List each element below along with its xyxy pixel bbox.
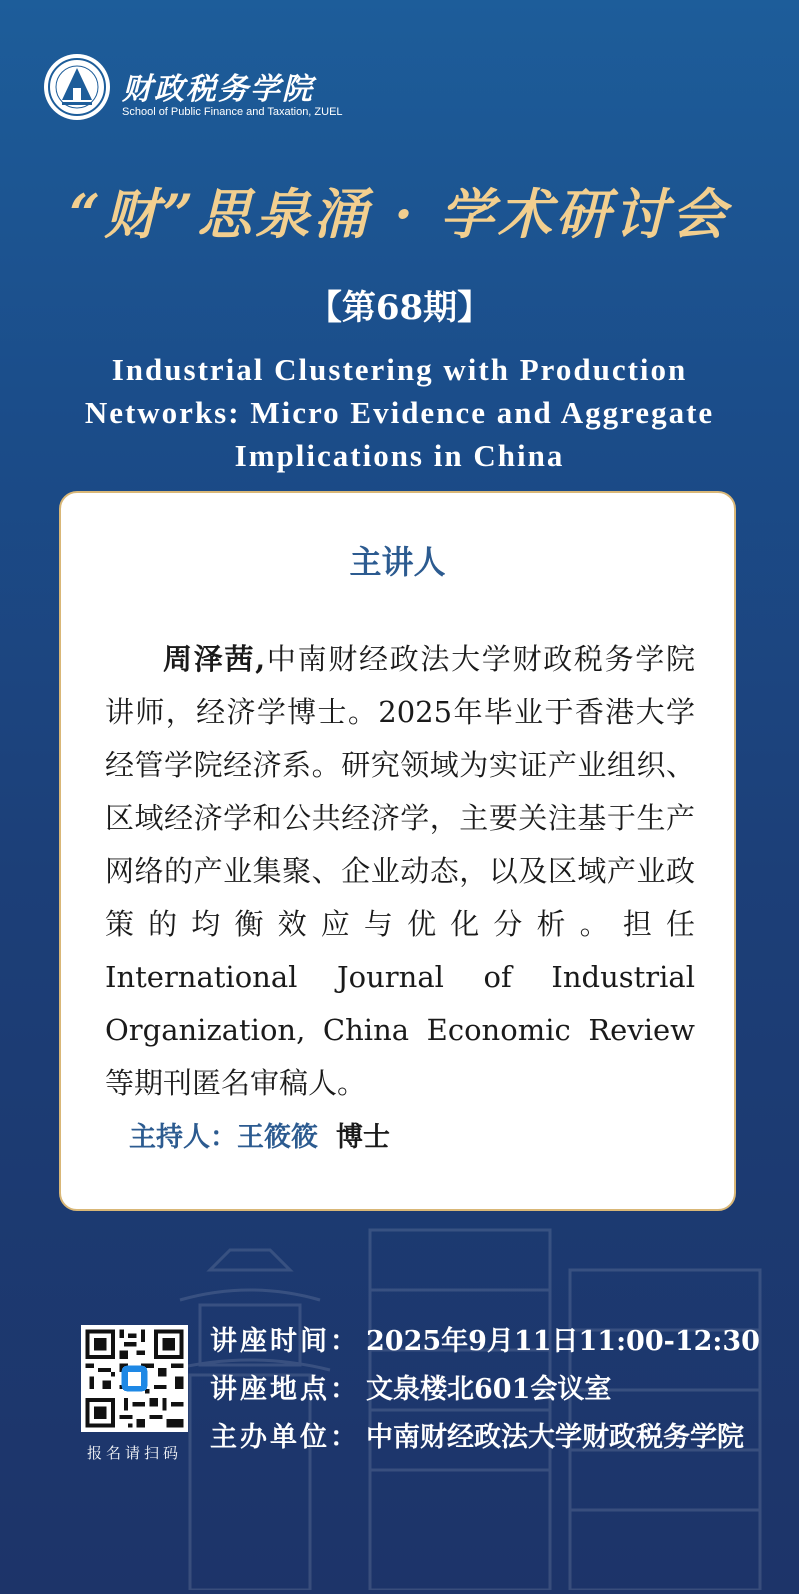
qr-caption: 报名请扫码 — [86, 1444, 182, 1462]
issue-number: 【第68期】 — [307, 288, 492, 328]
lecture-topic: Industrial Clustering with Production Networks: Micro Evidence and Aggregate Implications in China — [84, 352, 715, 473]
lecture-location-label: 讲座地点： — [210, 1374, 360, 1405]
lecture-time-label: 讲座时间： — [210, 1326, 360, 1357]
speaker-heading: 主讲人 — [349, 543, 446, 581]
header — [42, 52, 342, 126]
organizer-label: 主办单位： — [210, 1422, 360, 1453]
host-label: 主持人： — [129, 1122, 237, 1153]
organizer-value: 中南财经政法大学财政税务学院 — [366, 1422, 744, 1453]
speaker-bio-text: 中南财经政法大学财政税务学院讲师，经济学博士。2025年毕业于香港大学经管学院经济系。研究领域为实证产业组织、区域经济学和公共经济学，主要关注基于生产网络的产业集聚、企业动态，以及区域产业政策的均衡效应与优化分析。担任International Journal of Industrial Organization, China Economic Review等期刊匿名审稿人。 — [105, 642, 695, 1100]
lecture-time-value: 2025年9月11日11:00-12:30 — [366, 1326, 760, 1357]
lecture-time-row — [210, 1318, 770, 1366]
host-name: 王筱筱 — [237, 1122, 318, 1153]
qr-code-icon[interactable] — [81, 1325, 188, 1432]
event-details — [210, 1318, 770, 1462]
school-seal-icon — [42, 52, 112, 122]
host-line — [129, 1115, 390, 1154]
speaker-name: 周泽茜, — [163, 642, 266, 676]
speaker-card — [59, 491, 736, 1211]
series-title: “财”思泉涌 · 学术研讨会 — [69, 182, 730, 246]
school-subtitle: School of Public Finance and Taxation, ZUEL — [122, 106, 343, 118]
host-title: 博士 — [336, 1122, 390, 1153]
organizer-row — [210, 1414, 770, 1462]
lecture-location-row — [210, 1366, 770, 1414]
speaker-bio — [105, 633, 695, 1110]
lecture-location-value: 文泉楼北601会议室 — [366, 1374, 612, 1405]
school-name: 财政税务学院 — [122, 72, 314, 107]
